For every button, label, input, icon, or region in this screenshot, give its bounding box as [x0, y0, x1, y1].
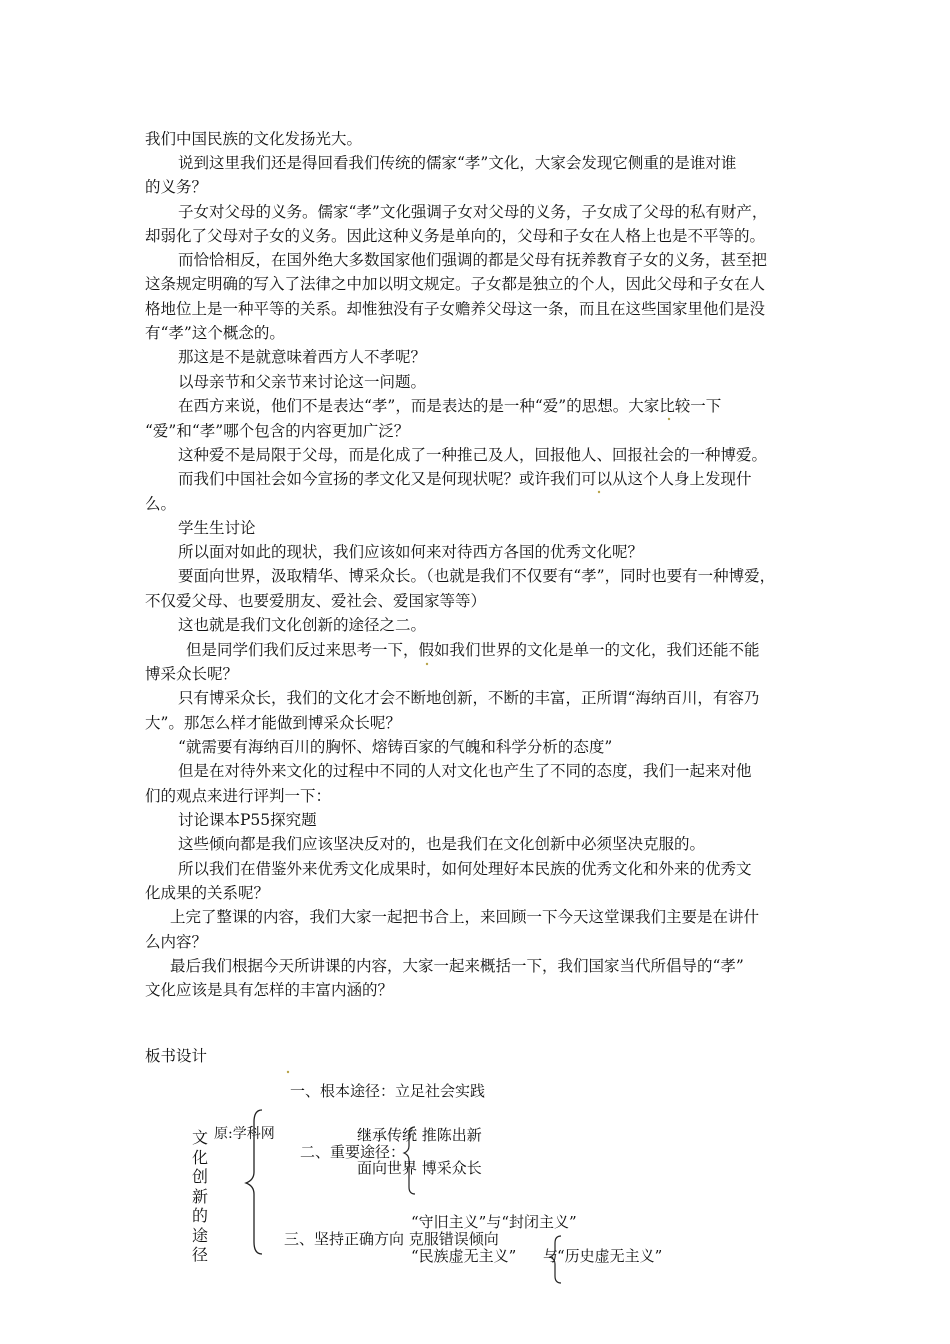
text-line: 这些倾向都是我们应该坚决反对的，也是我们在文化创新中必须坚决克服的。	[178, 835, 706, 853]
text-line: 格地位上是一种平等的关系。却惟独没有子女赡养父母这一条，而且在这些国家里他们是没	[145, 300, 766, 318]
text-line: 所以我们在借鉴外来优秀文化成果时，如何处理好本民族的优秀文化和外来的优秀文	[178, 860, 752, 878]
text-line: 这条规定明确的写入了法律之中加以明文规定。子女都是独立的个人，因此父母和子女在人	[145, 275, 766, 293]
text-line: 讨论课本P55探究题	[178, 811, 317, 829]
board-item-3-and: 与	[543, 1247, 559, 1265]
board-item-2b: 面向世界 博采众长	[357, 1159, 482, 1177]
text-line: 大”。那怎么样才能做到博采众长呢？	[145, 714, 401, 732]
speck-mark	[426, 663, 428, 665]
text-line: 这种爱不是局限于父母，而是化成了一种推己及人，回报他人、回报社会的一种博爱。	[178, 446, 768, 464]
board-heading: 板书设计	[145, 1047, 208, 1065]
item3-brace	[550, 1236, 561, 1283]
text-line: 说到这里我们还是得回看我们传统的儒家“孝”文化，大家会发现它侧重的是谁对谁	[178, 154, 737, 172]
text-line: 有“孝”这个概念的。	[145, 324, 285, 342]
text-line: 不仅爱父母、也要爱朋友、爱社会、爱国家等等）	[145, 592, 487, 610]
text-line: 只有博采众长，我们的文化才会不断地创新，不断的丰富，正所谓“海纳百川，有容乃	[178, 689, 760, 707]
text-line: 所以面对如此的现状，我们应该如何来对待西方各国的优秀文化呢？	[178, 543, 644, 561]
text-line: 化成果的关系呢？	[145, 884, 270, 902]
text-line: 学生生讨论	[178, 519, 256, 537]
text-line: 这也就是我们文化创新的途径之二。	[178, 616, 427, 634]
board-item-3b2: “历史虚无主义”	[557, 1247, 663, 1265]
text-line: 而恰恰相反，在国外绝大多数国家他们强调的都是父母有抚养教育子女的义务，甚至把	[178, 251, 768, 269]
text-line: 但是同学们我们反过来思考一下，假如我们世界的文化是单一的文化，我们还能不能	[186, 641, 760, 659]
text-line: 么内容？	[145, 933, 208, 951]
board-item-3a: “守旧主义”与“封闭主义”	[411, 1213, 577, 1231]
text-line: 上完了整课的内容，我们大家一起把书合上，来回顾一下今天这堂课我们主要是在讲什	[170, 908, 760, 926]
board-vertical-title: 文化创新的途径	[191, 1128, 208, 1264]
text-line: 在西方来说，他们不是表达“孝”，而是表达的是一种“爱”的思想。大家比较一下	[178, 397, 722, 415]
text-line: 那这是不是就意味着西方人不孝呢？	[178, 348, 427, 366]
board-item-3: 三、坚持正确方向 克服错误倾向	[284, 1230, 499, 1248]
board-item-2a: 继承传统 推陈出新	[357, 1126, 482, 1144]
speck-mark	[287, 1071, 289, 1073]
text-line: 博采众长呢？	[145, 665, 239, 683]
text-line: 却弱化了父母对子女的义务。因此这种义务是单向的，父母和子女在人格上也是不平等的。	[145, 227, 766, 245]
speck-mark	[668, 418, 670, 420]
board-item-2: 二、重要途径：	[300, 1143, 406, 1161]
text-line: 文化应该是具有怎样的丰富内涵的？	[145, 981, 394, 999]
main-brace	[246, 1110, 262, 1254]
text-line: 的义务？	[145, 178, 208, 196]
text-line: 但是在对待外来文化的过程中不同的人对文化也产生了不同的态度，我们一起来对他	[178, 762, 752, 780]
text-line: 们的观点来进行评判一下：	[145, 787, 332, 805]
board-item-3b1: “民族虚无主义”	[411, 1247, 517, 1265]
text-line: 么。	[145, 495, 177, 513]
text-line: 最后我们根据今天所讲课的内容，大家一起来概括一下，我们国家当代所倡导的“孝”	[170, 957, 744, 975]
text-line: 我们中国民族的文化发扬光大。	[145, 130, 363, 148]
item2-brace	[404, 1127, 415, 1194]
text-line: 以母亲节和父亲节来讨论这一问题。	[178, 373, 427, 391]
text-line: 要面向世界，汲取精华、博采众长。（也就是我们不仅要有“孝”，同时也要有一种博爱，	[178, 567, 776, 585]
text-line: “爱”和“孝”哪个包含的内容更加广泛？	[145, 422, 410, 440]
text-line: “就需要有海纳百川的胸怀、熔铸百家的气魄和科学分析的态度”	[178, 738, 613, 756]
speck-mark	[598, 491, 600, 493]
text-line: 而我们中国社会如今宣扬的孝文化又是何现状呢？或许我们可以从这个人身上发现什	[178, 470, 752, 488]
watermark-text: 原:学科网	[214, 1126, 275, 1142]
board-item-1: 一、根本途径：立足社会实践	[290, 1082, 486, 1100]
text-line: 子女对父母的义务。儒家“孝”文化强调子女对父母的义务，子女成了父母的私有财产，	[178, 203, 768, 221]
